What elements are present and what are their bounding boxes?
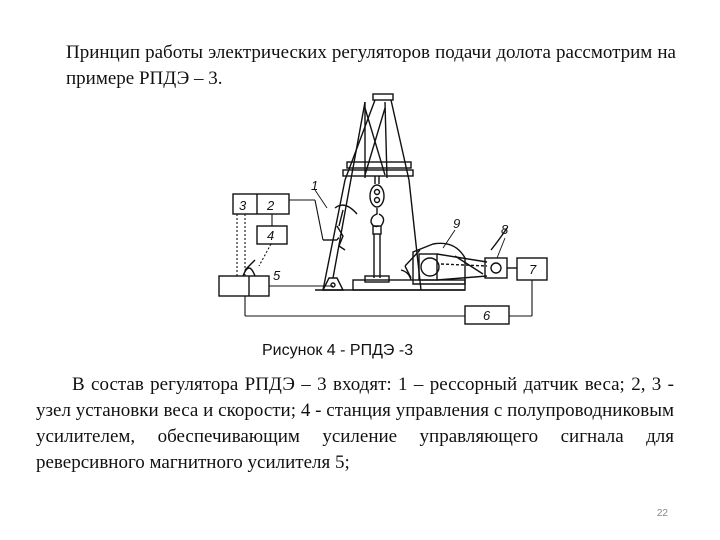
body-paragraph <box>36 372 674 476</box>
kelly-pipe <box>365 226 389 282</box>
label-4: 4 <box>267 228 275 243</box>
body-text: В состав регулятора РПДЭ – 3 входят: 1 – рессорный датчик веса; 2, 3 - узел установки веса и скорости; 4 - станция управления с полупроводниковым усилителем, обеспечивающим усиление управляющего сигнала для реверсивного магнитного усилителя 5; <box>36 374 674 473</box>
intro-paragraph: Принцип работы электрических регуляторов подачи долота рассмотрим на примере РПДЭ – 3. <box>66 42 676 89</box>
page-number: 22 <box>656 508 668 519</box>
label-2: 2 <box>267 198 275 213</box>
amplifier-5 <box>219 260 269 296</box>
weight-sensor <box>323 205 357 250</box>
label-5: 5 <box>273 268 281 283</box>
label-3: 3 <box>239 198 247 213</box>
figure-caption: Рисунок 4 - РПДЭ -3 <box>262 342 414 359</box>
label-9: 9 <box>453 216 461 231</box>
rpde3-diagram <box>215 90 555 335</box>
derrick-tower <box>323 94 421 290</box>
hook-block <box>370 176 384 227</box>
label-8: 8 <box>501 222 509 237</box>
label-1: 1 <box>311 178 319 193</box>
chain-drive <box>437 254 487 280</box>
label-6: 6 <box>483 308 491 323</box>
label-7: 7 <box>529 262 537 277</box>
